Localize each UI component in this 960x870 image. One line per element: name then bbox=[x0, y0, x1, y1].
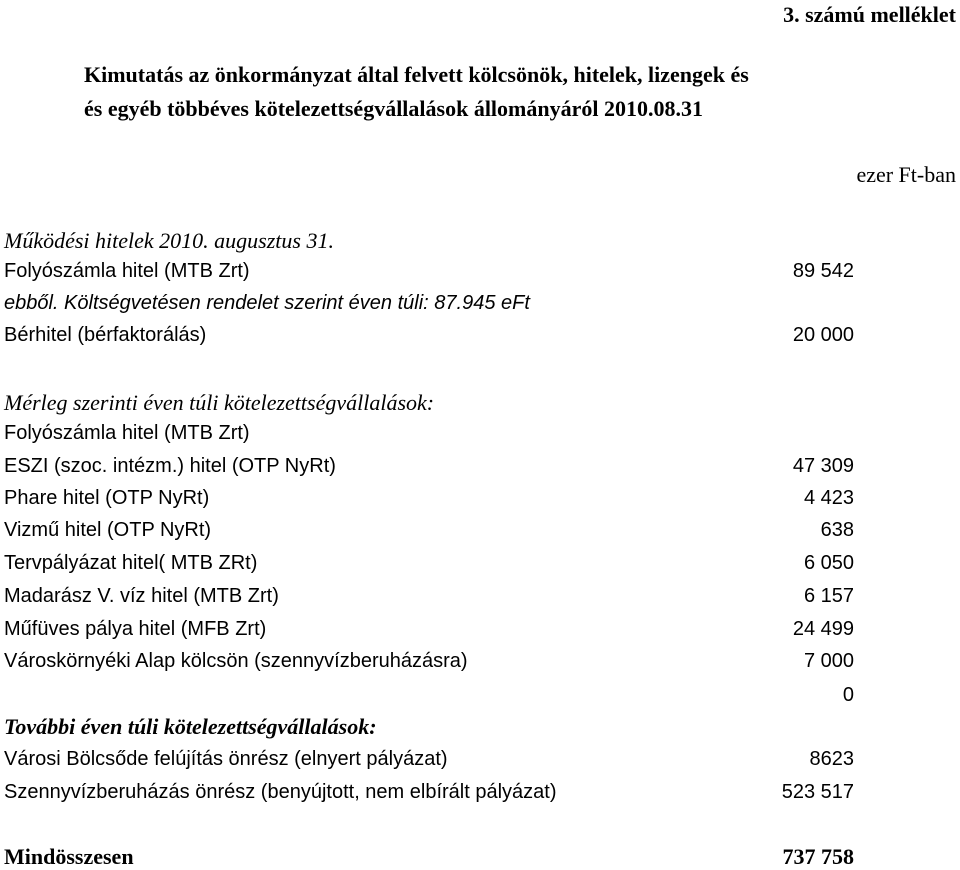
row-value: 6 157 bbox=[803, 585, 854, 607]
row-value: 8623 bbox=[809, 748, 854, 770]
table-row bbox=[4, 618, 854, 648]
total-label: Mindösszesen bbox=[4, 844, 134, 869]
row-label: Vizmű hitel (OTP NyRt) bbox=[4, 519, 212, 541]
row-label: Városkörnyéki Alap kölcsön (szennyvízberuházásra) bbox=[4, 650, 468, 672]
document-title-line-1: Kimutatás az önkormányzat által felvett kölcsönök, hitelek, lizengek és bbox=[84, 62, 749, 87]
table-row bbox=[4, 650, 854, 680]
row-value: 89 542 bbox=[792, 260, 854, 282]
row-label: Phare hitel (OTP NyRt) bbox=[4, 487, 210, 509]
table-row bbox=[4, 748, 854, 778]
table-row bbox=[4, 585, 854, 615]
row-value: 523 517 bbox=[781, 781, 854, 803]
unit-label: ezer Ft-ban bbox=[856, 162, 956, 187]
operating-note: ebből. Költségvetésen rendelet szerint éven túli: 87.945 eFt bbox=[4, 292, 530, 314]
balance-trailing-value: 0 bbox=[842, 684, 854, 706]
further-commitments-heading: További éven túli kötelezettségvállalások: bbox=[4, 714, 377, 739]
table-row bbox=[4, 455, 854, 485]
annex-label: 3. számú melléklet bbox=[783, 2, 956, 27]
operating-loans-heading: Működési hitelek 2010. augusztus 31. bbox=[4, 228, 334, 253]
total-value: 737 758 bbox=[782, 844, 854, 869]
balance-commitments-heading: Mérleg szerinti éven túli kötelezettségvállalások: bbox=[4, 390, 435, 415]
row-label: Folyószámla hitel (MTB Zrt) bbox=[4, 422, 250, 444]
row-label: ESZI (szoc. intézm.) hitel (OTP NyRt) bbox=[4, 455, 336, 477]
table-row bbox=[4, 487, 854, 517]
row-value: 638 bbox=[820, 519, 854, 541]
row-value: 6 050 bbox=[803, 552, 854, 574]
row-label: Szennyvízberuházás önrész (benyújtott, nem elbírált pályázat) bbox=[4, 781, 557, 803]
row-label: Madarász V. víz hitel (MTB Zrt) bbox=[4, 585, 279, 607]
row-value: 47 309 bbox=[792, 455, 854, 477]
row-value: 20 000 bbox=[792, 324, 854, 346]
table-row bbox=[4, 519, 854, 549]
document-title-line-2: és egyéb többéves kötelezettségvállalások állományáról 2010.08.31 bbox=[84, 96, 703, 121]
row-label: Folyószámla hitel (MTB Zrt) bbox=[4, 260, 250, 282]
row-label: Bérhitel (bérfaktorálás) bbox=[4, 324, 207, 346]
table-row bbox=[4, 781, 854, 811]
table-row bbox=[4, 260, 854, 290]
row-label: Műfüves pálya hitel (MFB Zrt) bbox=[4, 618, 267, 640]
row-label: Tervpályázat hitel( MTB ZRt) bbox=[4, 552, 258, 574]
row-value: 24 499 bbox=[792, 618, 854, 640]
row-value: 7 000 bbox=[803, 650, 854, 672]
row-value: 4 423 bbox=[803, 487, 854, 509]
table-row bbox=[4, 422, 854, 452]
table-row bbox=[4, 324, 854, 354]
row-label: Városi Bölcsőde felújítás önrész (elnyert pályázat) bbox=[4, 748, 448, 770]
table-row bbox=[4, 552, 854, 582]
